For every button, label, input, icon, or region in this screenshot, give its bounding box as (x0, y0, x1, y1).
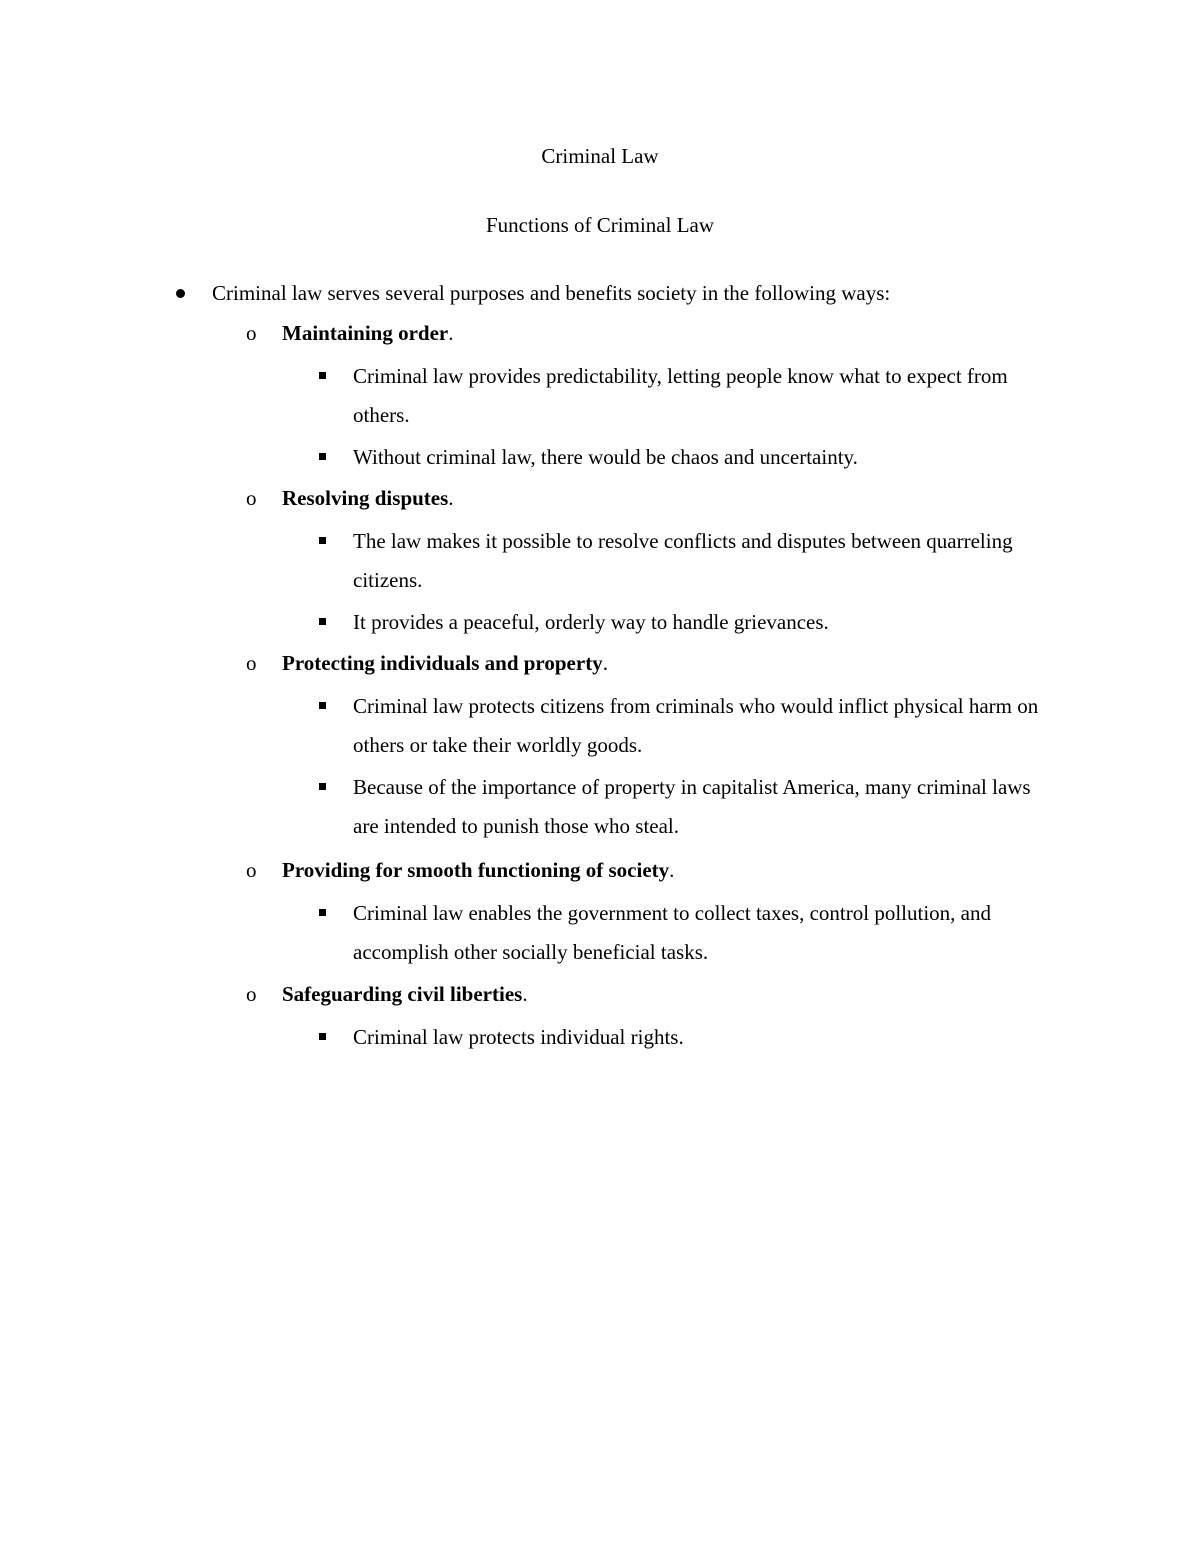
point-text: Criminal law enables the government to collect taxes, control pollution, and accomplish other socially beneficial tasks. (353, 901, 991, 964)
section-heading-text: Providing for smooth functioning of society (282, 858, 670, 882)
circle-bullet-icon: o (246, 486, 257, 510)
bullet-icon (176, 289, 185, 298)
point-text: The law makes it possible to resolve conflicts and disputes between quarreling citizens. (353, 529, 1013, 592)
section-heading-text: Maintaining order (282, 321, 449, 345)
square-bullet-icon (319, 453, 326, 460)
document-title: Criminal Law (541, 144, 659, 168)
circle-bullet-icon: o (246, 651, 257, 675)
circle-bullet-icon: o (246, 858, 257, 882)
square-bullet-icon (319, 372, 326, 379)
point-text: Without criminal law, there would be chaos and uncertainty. (353, 445, 858, 469)
section-heading-text: Safeguarding civil liberties (282, 982, 523, 1006)
circle-bullet-icon: o (246, 982, 257, 1006)
intro-text: Criminal law serves several purposes and benefits society in the following ways: (212, 281, 891, 305)
square-bullet-icon (319, 783, 326, 790)
document-page: Criminal Law Functions of Criminal Law Criminal law serves several purposes and benefits society in the following ways: o Maintaining order. Criminal law provides predictability, letting people know what to expect from others. Without criminal law, there would be chaos and uncertainty. o Resolving disputes. The law makes it possible to resolve conflicts and disputes between quarreling citizens. It provides a peaceful, orderly way to handle grievances. o Protecting individuals and property. Criminal law protects citizens from criminals who would inflict physical harm on others or take their worldly goods. Because of the importance of property in capitalist America, many criminal laws are intended to punish those who steal. o Providing for smooth functioning of society. Criminal law enables the government to collect taxes, control pollution, and accomplish other socially beneficial tasks. o Safeguarding civil liberties. Criminal law protects individual rights. (0, 0, 1200, 1553)
section-heading-text: Protecting individuals and property (282, 651, 603, 675)
point-text: Criminal law provides predictability, letting people know what to expect from others. (353, 364, 1008, 427)
square-bullet-icon (319, 537, 326, 544)
point-text: It provides a peaceful, orderly way to handle grievances. (353, 610, 829, 634)
document-subtitle: Functions of Criminal Law (485, 213, 715, 237)
point-text: Because of the importance of property in capitalist America, many criminal laws are intended to punish those who steal. (353, 775, 1031, 838)
circle-bullet-icon: o (246, 321, 257, 345)
square-bullet-icon (319, 909, 326, 916)
point-text: Criminal law protects citizens from criminals who would inflict physical harm on others or take their worldly goods. (353, 694, 1039, 757)
square-bullet-icon (319, 702, 326, 709)
section-heading-text: Resolving disputes (282, 486, 449, 510)
square-bullet-icon (319, 618, 326, 625)
point-text: Criminal law protects individual rights. (353, 1025, 684, 1049)
square-bullet-icon (319, 1033, 326, 1040)
